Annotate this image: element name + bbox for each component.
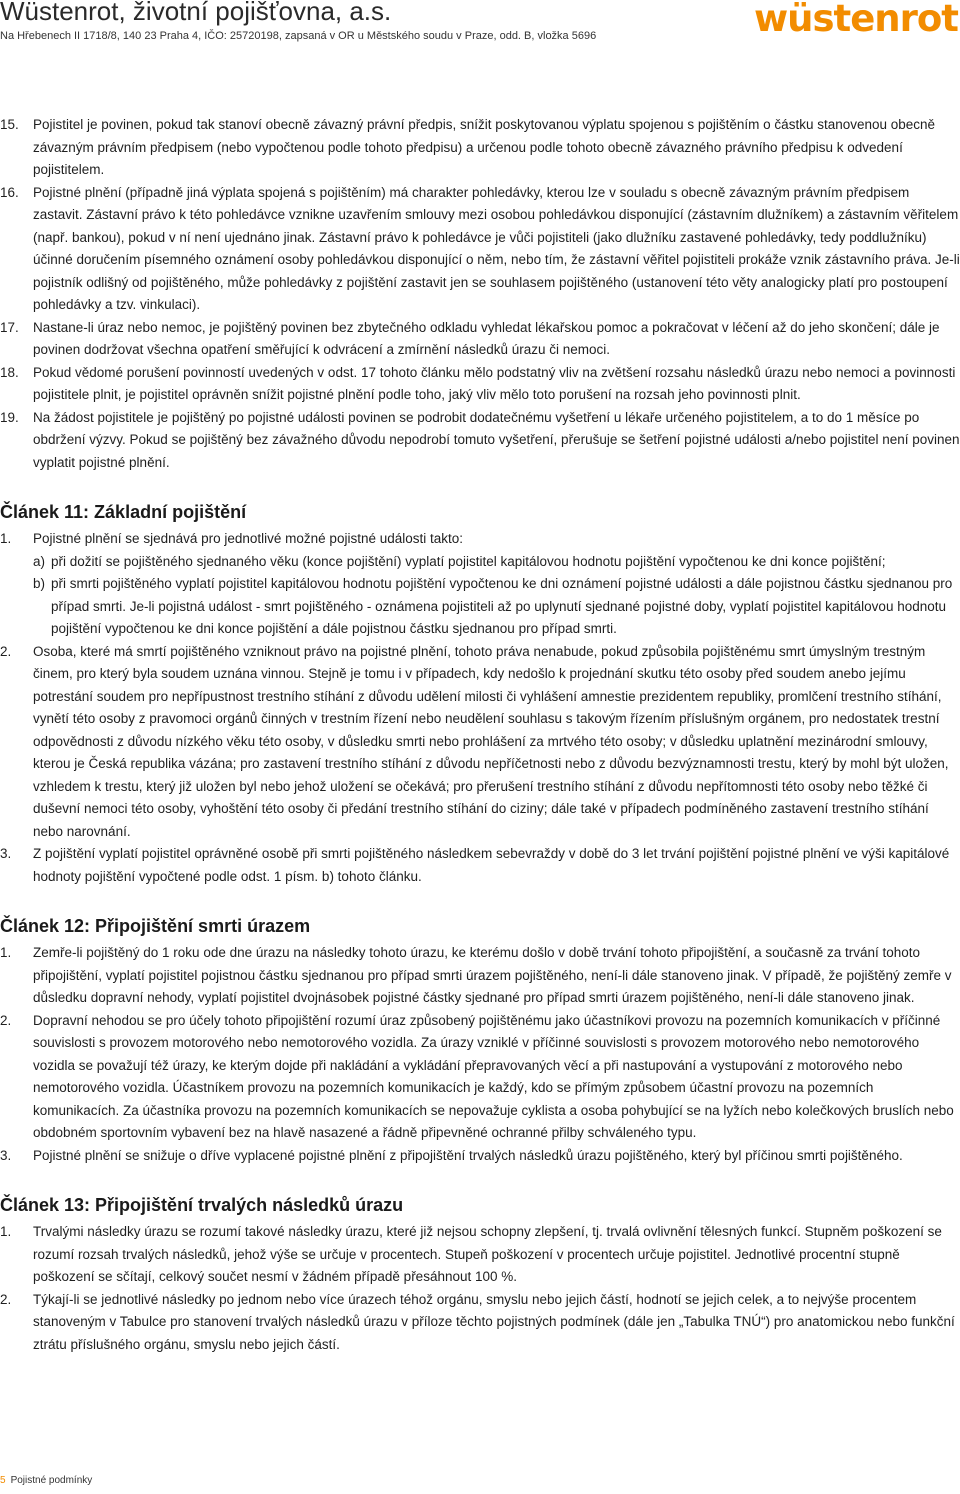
item-number: 17. xyxy=(0,319,19,335)
article-12-title: Článek 12: Připojištění smrti úrazem xyxy=(0,916,311,936)
item-text: Dopravní nehodou se pro účely tohoto připojištění rozumí úraz způsobený pojištěnému jako účastníkovi provozu na pozemních komunikacích v příčinné souvislosti s provozem motorového nebo nemotorového vozidla. Za úrazy vzniklé v příčinné souvislosti s provozem motorového nebo nemotorového vozidla se považují též úrazy, ke kterým dojde při nakládání a vykládání přepravovaných věcí a při nastupování a vystupování z motorového nebo nemotorového vozidla. Účastníkem provozu na pozemních komunikacích je každý, kdo se přímým způsobem účastní provozu na pozemních komunikacích. Za účastníka provozu na pozemních komunikacích se nepovažuje cyklista a osoba pohybující se na lyžích nebo kolečkových bruslích nebo obdobném sportovním vybavení bez na hlavě nasazené a řádně připevněné ochranné přilby schváleného typu. xyxy=(33,1012,954,1140)
list-item xyxy=(0,317,960,362)
sub-item-marker: b) xyxy=(33,576,46,591)
page-number: 5 xyxy=(0,1475,6,1486)
item-number: 2. xyxy=(0,1012,12,1028)
article-11-title: Článek 11: Základní pojištění xyxy=(0,502,247,522)
item-number: 2. xyxy=(0,643,12,659)
list-item xyxy=(0,1289,960,1357)
item-number: 16. xyxy=(0,184,19,200)
article-13-title: Článek 13: Připojištění trvalých následků úrazu xyxy=(0,1195,404,1215)
list-item xyxy=(0,1010,960,1145)
list-item xyxy=(0,843,960,888)
sub-item-text: při smrti pojištěného vyplatí pojistitel kapitálovou hodnotu pojištění vypočtenou ke dni oznámení pojistné události a dále pojistnou částku sjednanou pro případ smrti. Je-li pojistná událost - smrt pojištěného - oznámena pojistiteli až po uplynutí sjednané pojistné doby, vyplatí pojistitel kapitálovou hodnotu pojištění vypočtenou ke dni konce pojištění a dále pojistnou částku sjednanou pro případ smrti. xyxy=(51,576,953,636)
item-number: 1. xyxy=(0,531,12,546)
document-body xyxy=(0,114,960,1356)
item-text: Nastane-li úraz nebo nemoc, je pojištěný povinen bez zbytečného odkladu vyhledat lékařskou pomoc a pokračovat v léčení až do jeho skončení; dále je povinen dodržovat všechna opatření směřující k odvrácení a zmírnění následků úrazu či nemoci. xyxy=(33,319,940,357)
item-text: Trvalými následky úrazu se rozumí takové následky úrazu, které již nejsou schopny zlepšení, tj. trvalá ovlivnění tělesných funkcí. Stupněm poškození se rozumí rozsah trvalých následků, jehož výše se určuje v procentech. Stupeň poškození v procentech určuje pojistitel. Jednotlivé procentní stupně poškození se sčítají, celkový součet nesmí v žádném případě přesáhnout 100 %. xyxy=(33,1224,942,1284)
item-text: Pojistné plnění (případně jiná výplata spojená s pojištěním) má charakter pohledávky, kterou lze v souladu s obecně závazným právním předpisem zastavit. Zástavní právo k této pohledávce vznikne uzavřením smlouvy mezi osobou pohledávkou disponující (zástavním dlužníkem) a zástavním věřitelem (např. bankou), pokud v ní není ujednáno jinak. Zástavní právo k pohledávce je vůči pojistiteli (jako dlužníku zastavené pohledávky, tedy poddlužníku) účinné doručením písemného oznámení osoby pohledávkou disponující o něm, nebo tím, že zástavní věřitel pojistiteli prokáže vznik zástavního práva. Je-li pojistník odlišný od pojištěného, může pohledávky z pojištění zastavit jen se souhlasem pojištěného (ustanovení této věty analogicky platí pro postoupení pohledávky a tzv. vinkulaci). xyxy=(33,184,960,312)
list-item xyxy=(0,1221,960,1289)
page-footer xyxy=(0,1475,92,1486)
item-text: Z pojištění vyplatí pojistitel oprávněné osobě při smrti pojištěného následkem sebevraždy v době do 3 let trvání pojištění pojistné plnění ve výši kapitálové hodnoty pojištění vypočtené podle odst. 1 písm. b) tohoto článku. xyxy=(33,846,950,884)
wustenrot-logo: wüstenrot xyxy=(753,0,958,40)
list-item xyxy=(0,114,960,182)
page-header xyxy=(0,0,960,60)
item-text: Týkají-li se jednotlivé následky po jednom nebo více úrazech téhož orgánu, smyslu nebo jejich částí, hodnotí se jejich celek, a to nejvýše procentem stanoveným v Tabulce pro stanovení trvalých následků úrazu v příloze těchto pojistných podmínek (dále jen „Tabulka TNÚ“) pro anatomickou nebo funkční ztrátu příslušného orgánu, smyslu nebo jejich částí. xyxy=(33,1291,955,1352)
item-number: 15. xyxy=(0,117,19,132)
list-item xyxy=(0,182,960,317)
item-number: 19. xyxy=(0,409,19,425)
item-number: 3. xyxy=(0,1147,12,1163)
item-number: 18. xyxy=(0,364,19,380)
company-address: Na Hřebenech II 1718/8, 140 23 Praha 4, IČO: 25720198, zapsaná v OR u Městského soudu v Praze, odd. B, vložka 5696 xyxy=(0,30,597,42)
item-number: 1. xyxy=(0,1224,12,1239)
sub-item xyxy=(33,551,960,574)
footer-label: Pojistné podmínky xyxy=(10,1475,93,1486)
list-item xyxy=(0,407,960,475)
item-text: Pokud vědomé porušení povinností uvedených v odst. 17 tohoto článku mělo podstatný vliv na zvětšení rozsahu následků úrazu nebo nemoci a povinnosti pojistitele plnit, je pojistitel oprávněn snížit pojistné plnění podle toho, jaký vliv mělo toto porušení na rozsah jeho povinnosti plnit. xyxy=(33,364,956,402)
sub-item-text: při dožití se pojištěného sjednaného věku (konce pojištění) vyplatí pojistitel kapitálovou hodnotu pojištění vypočtenou ke dni konce pojištění; xyxy=(51,553,886,569)
list-item xyxy=(0,641,960,844)
item-text: Na žádost pojistitele je pojištěný po pojistné události povinen se podrobit dodatečnému vyšetření u lékaře určeného pojistitelem, a to do 1 měsíce po obdržení výzvy. Pokud se pojištěný bez závažného důvodu nepodrobí tomuto vyšetření, přerušuje se šetření pojistné události a/nebo pojistitel není povinen vyplatit pojistné plnění. xyxy=(33,409,960,470)
list-item xyxy=(0,1145,960,1168)
sub-item-marker: a) xyxy=(33,553,46,569)
list-item xyxy=(0,942,960,1010)
item-number: 2. xyxy=(0,1291,12,1307)
item-text: Pojistné plnění se snižuje o dříve vyplacené pojistné plnění z připojištění trvalých následků úrazu pojištěného, který byl příčinou smrti pojištěného. xyxy=(33,1147,903,1163)
list-item xyxy=(0,528,960,641)
item-text: Pojistné plnění se sjednává pro jednotlivé možné pojistné události takto: xyxy=(33,531,464,546)
item-text: Zemře-li pojištěný do 1 roku ode dne úrazu na následky tohoto úrazu, ke kterému došlo v době trvání tohoto připojištění, a současně za trvání tohoto připojištění, vyplatí pojistitel pojistnou částku sjednanou pro případ smrti úrazem pojištěného, není-li dále stanoveno jinak. V případě, že pojištěný zemře v důsledku dopravní nehody, vyplatí pojistitel dvojnásobek pojistné částky sjednané pro případ smrti úrazem pojištěného, není-li dále stanoveno jinak. xyxy=(33,945,952,1005)
item-text: Osoba, které má smrtí pojištěného vzniknout právo na pojistné plnění, tohoto práva nenabude, pokud způsobila pojištěnému smrt úmyslným trestným činem, pro který byla soudem uznána vinnou. Stejně je tomu i v případech, kdy nedošlo k projednání skutku této osoby před soudem anebo jejímu potrestání soudem pro nepřípustnost trestního stíhání z důvodu udělení milosti či vyhlášení amnestie prezidentem republiky, promlčení trestního stíhání, vynětí této osoby z pravomoci orgánů činných v trestním řízení nebo neudělení souhlasu s takovým řízením příslušným orgánem, pro nedostatek trestní odpovědnosti z důvodu nízkého věku této osoby, v důsledku smrti nebo prohlášení za mrtvého této osoby; v důsledku uplatnění mezinárodní smlouvy, kterou je Česká republika vázána; pro zastavení trestního stíhání z důvodu nepříčetnosti nebo z důvodu bezvýznamnosti trestu, který by mohl být uložen, vzhledem k trestu, který již uložen byl nebo jehož uložení se očekává; pro přerušení trestního stíhání z důvodu nepřítomnosti této osoby nebo těžké či duševní nemoci této osoby, vyhoštění této osoby či předání trestního stíhání do ciziny; dále také v případech podmíněného zastavení trestního stíhání nebo narovnání. xyxy=(33,643,949,839)
list-item xyxy=(0,362,960,407)
item-number: 1. xyxy=(0,945,12,960)
item-text: Pojistitel je povinen, pokud tak stanoví obecně závazný právní předpis, snížit poskytovanou výplatu spojenou s pojištěním o částku stanovenou obecně závazným právním předpisem (nebo vypočtenou podle tohoto předpisu) a určenou podle tohoto obecně závazného právního předpisu k odvedení pojistitelem. xyxy=(33,117,936,177)
company-name: Wüstenrot, životní pojišťovna, a.s. xyxy=(0,0,392,26)
item-number: 3. xyxy=(0,846,12,861)
sub-item xyxy=(33,573,960,641)
